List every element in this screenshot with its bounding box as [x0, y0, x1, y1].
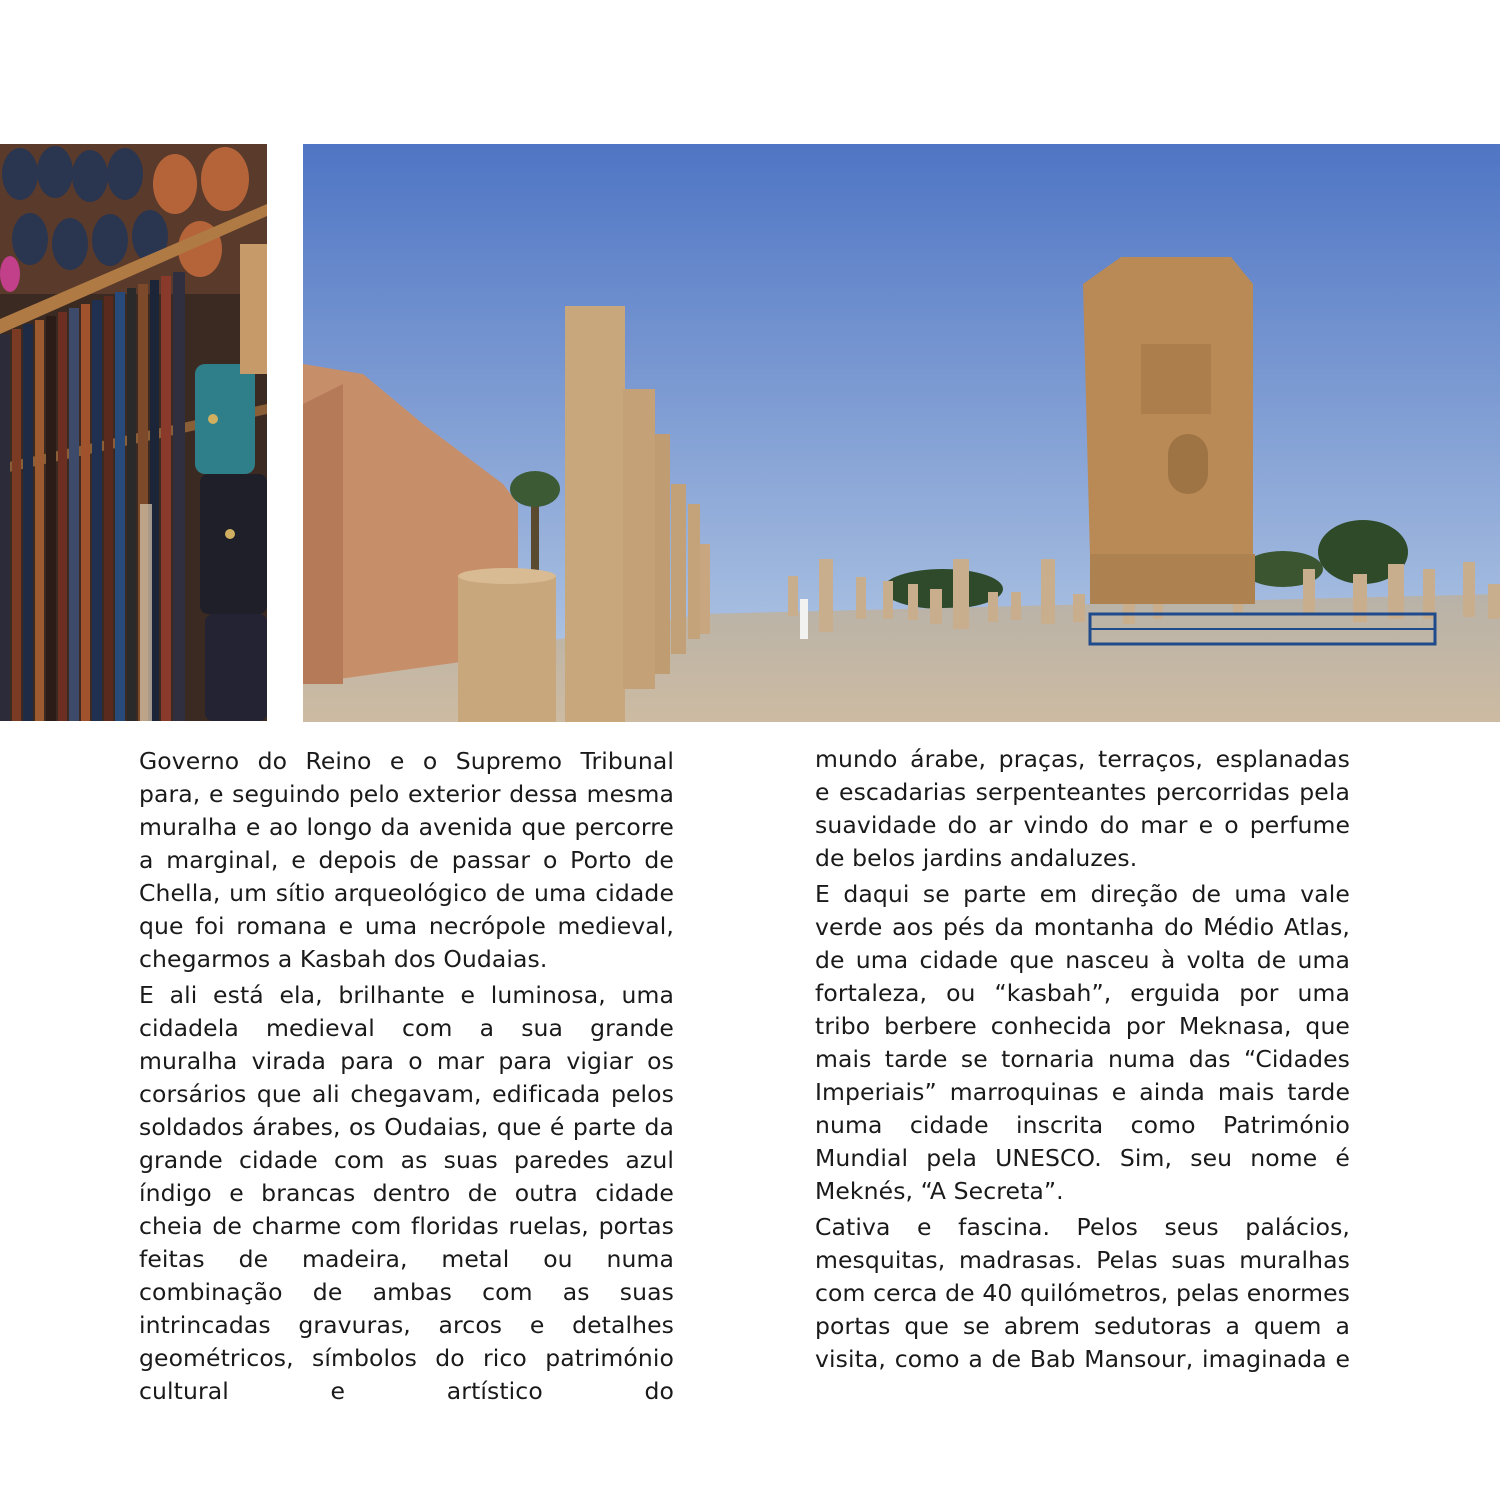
paragraph: Governo do Reino e o Supremo Tribunal para, e seguindo pelo exterior dessa mesma muralha e ao longo da avenida que percorre a marginal, e depois de passar o Porto de Chella, um sítio arqueológico de uma cidade que foi romana e uma necrópole medieval, chegarmos a Kasbah dos Oudaias. [139, 747, 674, 973]
hassan-tower-ruins-photo [303, 144, 1500, 722]
leather-goods-market-image [0, 144, 267, 721]
leather-goods-market-photo [0, 144, 267, 721]
article-column-left [139, 745, 674, 1411]
hassan-tower-image [303, 144, 1500, 722]
paragraph: Cativa e fascina. Pelos seus palácios, mesquitas, madrasas. Pelas suas muralhas com cerca de 40 quilómetros, pelas enormes portas que se abrem sedutoras a quem a visita, como a de Bab Mansour, imaginada e [815, 1213, 1350, 1373]
paragraph: E daqui se parte em direção de uma vale verde aos pés da montanha do Médio Atlas, de uma cidade que nasceu à volta de uma fortaleza, ou “kasbah”, erguida por uma tribo berbere conhecida por Meknasa, que mais tarde se tornaria numa das “Cidades Imperiais” marroquinas e ainda mais tarde numa cidade inscrita como Património Mundial pela UNESCO. Sim, seu nome é Meknés, “A Secreta”. [815, 880, 1350, 1205]
paragraph: mundo árabe, praças, terraços, esplanadas e escadarias serpenteantes percorridas pela suavidade do ar vindo do mar e o perfume de belos jardins andaluzes. [815, 745, 1350, 872]
paragraph: E ali está ela, brilhante e luminosa, uma cidadela medieval com a sua grande muralha virada para o mar para vigiar os corsários que ali chegavam, edificada pelos soldados árabes, os Oudaias, que é parte da grande cidade com as suas paredes azul índigo e brancas dentro de outra cidade cheia de charme com floridas ruelas, portas feitas de madeira, metal ou numa combinação de ambas com as suas intrincadas gravuras, arcos e detalhes geométricos, símbolos do rico património cultural e artístico do [139, 981, 674, 1405]
article-column-right [815, 743, 1350, 1379]
